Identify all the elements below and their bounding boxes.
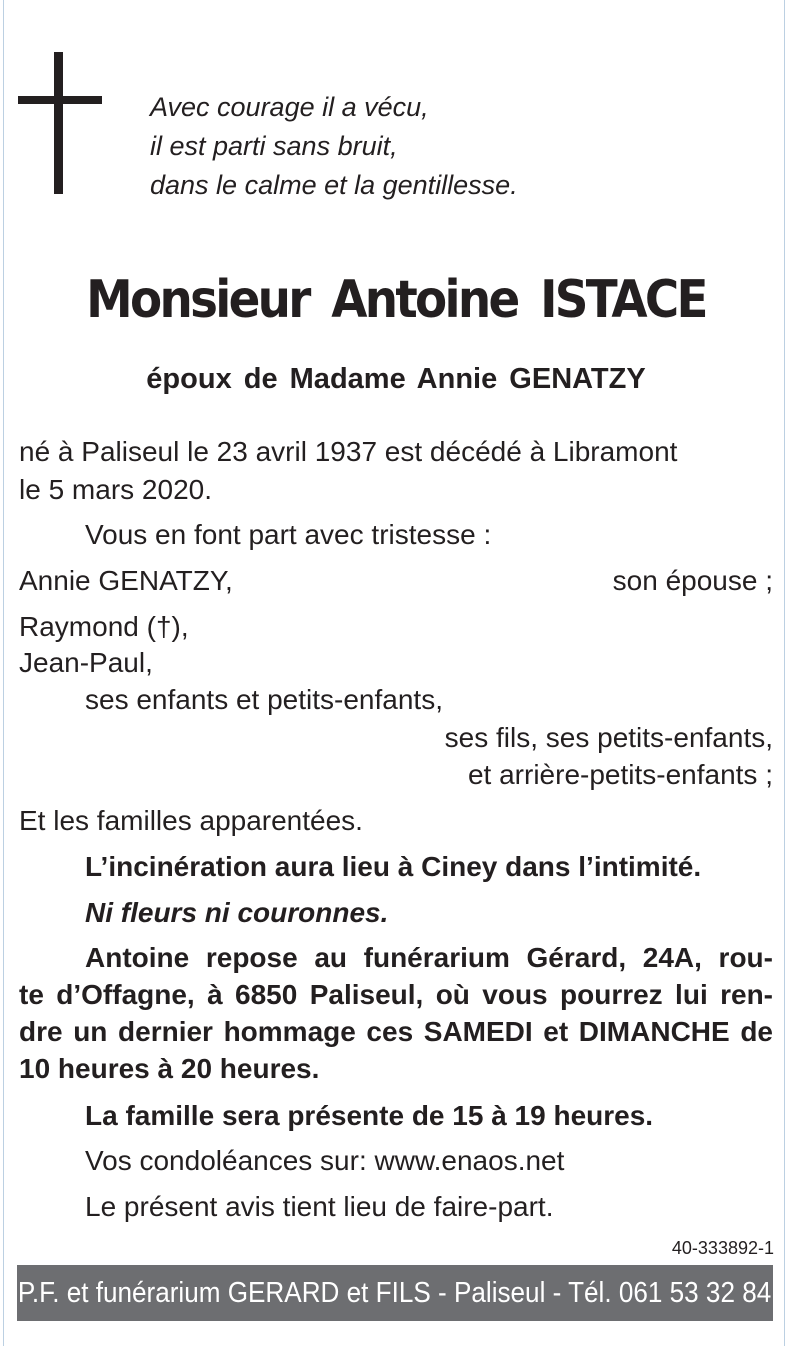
deceased-name: Monsieur Antoine ISTACE bbox=[86, 270, 706, 330]
faire-part-notice: Le présent avis tient lieu de faire-part. bbox=[85, 1191, 554, 1222]
spouse-line: époux de Madame Annie GENATZY bbox=[146, 363, 646, 395]
condolences-line: Vos condoléances sur: www.enaos.net bbox=[85, 1145, 565, 1176]
annie-role: son épouse ; bbox=[612, 565, 773, 596]
funeral-home-text: P.F. et funérarium GERARD et FILS - Paliseul - Tél. 061 53 32 84 bbox=[18, 1276, 772, 1309]
reference-number: 40-333892-1 bbox=[671, 1238, 774, 1258]
repose-line-2: te d’Offagne, à 6850 Paliseul, où vous pourrez lui ren- bbox=[19, 979, 773, 1010]
family-children: ses enfants et petits-enfants, bbox=[85, 684, 443, 715]
repose-line-4: 10 heures à 20 heures. bbox=[19, 1053, 320, 1084]
epitaph-quote bbox=[150, 88, 518, 205]
family-present-notice: La famille sera présente de 15 à 19 heures. bbox=[85, 1100, 654, 1131]
family-great-grandchildren: et arrière-petits-enfants ; bbox=[467, 759, 773, 790]
family-raymond: Raymond (†), bbox=[19, 611, 189, 642]
annie-name: Annie GENATZY, bbox=[19, 565, 233, 596]
family-sons: ses fils, ses petits-enfants, bbox=[444, 722, 773, 753]
incineration-notice: L’incinération aura lieu à Ciney dans l’intimité. bbox=[85, 851, 702, 882]
funeral-home-banner bbox=[17, 1265, 773, 1321]
quote-line-1: Avec courage il a vécu, bbox=[150, 92, 429, 122]
family-annie bbox=[19, 561, 773, 601]
repose-line-3: dre un dernier hommage ces SAMEDI et DIMANCHE de bbox=[19, 1016, 773, 1047]
no-flowers-notice: Ni fleurs ni couronnes. bbox=[85, 897, 389, 928]
family-relatives: Et les familles apparentées. bbox=[19, 805, 363, 836]
intro-line: Vous en font part avec tristesse : bbox=[85, 519, 492, 550]
birth-line-2: le 5 mars 2020. bbox=[19, 474, 212, 505]
birth-line-1: né à Paliseul le 23 avril 1937 est décédé à Libramont bbox=[19, 436, 678, 467]
quote-line-3: dans le calme et la gentillesse. bbox=[150, 170, 518, 200]
quote-line-2: il est parti sans bruit, bbox=[150, 131, 398, 161]
repose-line-1: Antoine repose au funérarium Gérard, 24A, rou- bbox=[85, 942, 773, 973]
family-jean-paul: Jean-Paul, bbox=[19, 647, 153, 678]
cross-icon bbox=[18, 52, 102, 194]
